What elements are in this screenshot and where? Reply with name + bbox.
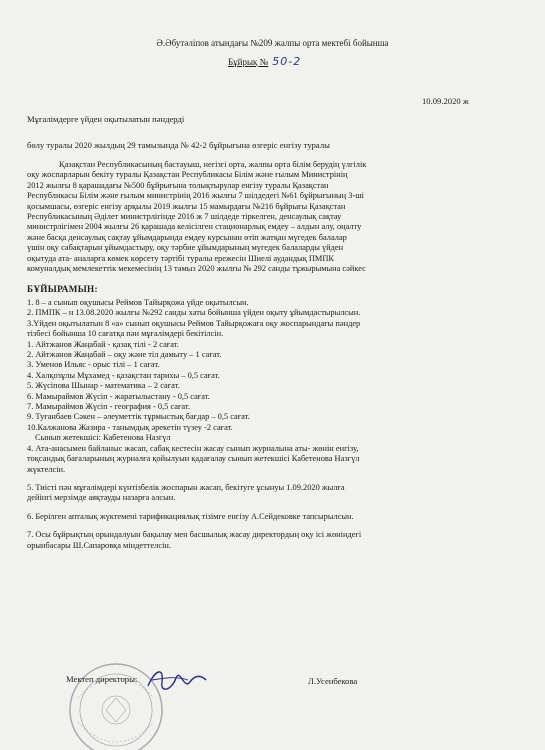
preamble-line: және басқа денсаулық сақтау ұйымдарында емдеу курсынан өтіп жатқан мүгедек балалар xyxy=(27,232,347,242)
list-item: 5. Жүсіпова Шынар - математика – 2 сағат. xyxy=(27,381,180,391)
order-label: Бұйрық № xyxy=(228,57,269,67)
preamble-line: министрлігімен 2004 жылғы 26 қарашада келісілген стационарлық емдеу – алдын алу, оңалту xyxy=(27,222,362,232)
order-heading: БҰЙЫРАМЫН: xyxy=(27,284,98,294)
list-item: дейінгі мерзімде аяқтауды назарға алсын. xyxy=(27,493,176,503)
spacer xyxy=(27,475,527,483)
list-item: орынбасары Ш.Сапаровқа міндеттелсін. xyxy=(27,540,171,550)
list-item: 3.Үйден оқытылатын 8 «а» сынып оқушысы Реймов Тайырқожаға оқу жоспарындағы пәндер xyxy=(27,318,361,328)
list-item: тізбесі бойынша 10 сағатқа пән мұғалімдері бекітілсін. xyxy=(27,329,224,339)
list-item: 4. Ата-анасымен байланыс жасап, сабақ кестесін жасау сынып журналына аты- жөнін енгізу, xyxy=(27,443,359,453)
order-date: 10.09.2020 ж xyxy=(422,96,469,106)
preamble-line: 2012 жылғы 8 қарашадағы №500 бұйрығына толықтырулар енгізу туралы Қазақстан xyxy=(27,180,329,190)
preamble-line: Республикасының Әділет министрлігінде 2016 ж 7 шілдеде тіркелген, денсаулық сақтау xyxy=(27,212,342,222)
list-item: 5. Тиісті пән мұғалімдері күнтізбелік жоспарын жасап, бекітуге ұсынуы 1.09.2020 жылға xyxy=(27,482,345,492)
preamble-line: оқу жоспарларын бекіту туралы Қазақстан Республикасы Білім және ғылым Министрінің xyxy=(27,170,348,180)
list-item: 1. Айтжанов Жаңабай - қазақ тілі - 2 сағат. xyxy=(27,339,179,349)
list-item: 7. Осы бұйрықтың орындалуын бақылау мен басшылық жасау директордың оқу ісі жөніндегі xyxy=(27,530,362,540)
order-number-line xyxy=(228,57,301,67)
order-items xyxy=(27,298,527,551)
director-name: Л.Усенбекова xyxy=(308,676,358,686)
order-number: 50-2 xyxy=(272,55,302,68)
list-item: тоқсандық бағаларының журналға қойылуын қадағалау сынып жетекшісі Кабетенова Назгүл xyxy=(27,454,360,464)
handwritten-signature xyxy=(142,660,212,700)
spacer xyxy=(27,522,527,530)
spacer xyxy=(27,504,527,512)
list-item: 2. Айтжанов Жаңабай – оқу және тіл дамыту – 1 сағат. xyxy=(27,350,222,360)
preamble xyxy=(27,160,525,274)
list-item: 6. Берілген апталық жүктемені тарификациялық тізімге енгізу А.Сейдековке тапсырылсын. xyxy=(27,511,354,521)
list-item: 6. Мамыраймов Жүсіп - жаратылыстану - 0,5 сағат. xyxy=(27,391,210,401)
list-item: 9. Туғанбаев Сәкен – әлеуметтік тұрмыстық бағдар – 0,5 сағат. xyxy=(27,412,250,422)
director-label: Мектеп директоры: xyxy=(66,674,138,684)
list-item: 1. 8 – а сынып оқушысы Реймов Тайырқожа үйде оқытылсын. xyxy=(27,298,249,307)
subject-line-1: Мұғалімдерге үйден оқытылатын пәндерді xyxy=(27,114,185,124)
preamble-line: оқытуда ата- аналарға көмек көрсету тәртібі туралы ережесін Шиелі аудандық ПМПК xyxy=(27,253,335,263)
list-item: 2. ПМПК – н 13.08.2020 жылғы №292 санды хаты бойынша үйден оқыту ұйымдастырылсын. xyxy=(27,308,361,318)
list-item: 4. Халқозұлы Мұхамед - қазақстан тарихы – 0,5 сағат. xyxy=(27,370,220,380)
preamble-line: Республикасы Білім және ғылым министрінің 2016 жылғы 7 шілдедегі №61 бұйрығының 3-ші xyxy=(27,191,365,201)
preamble-line: Қазақстан Республикасының бастауыш, негізгі орта, жалпы орта білім берудің үлгілік xyxy=(59,160,367,169)
list-item: 10.Калжанова Жазира - танымдық әрекетін түзеу -2 сағат. xyxy=(27,422,233,432)
preamble-line: үшін оқу сабақтарын ұйымдастыру, оқу тәрбие ұйымдарының мүгедек балаларды үйден xyxy=(27,243,344,253)
list-item: 3. Уменов Ильяс - орыс тілі – 1 сағат. xyxy=(27,360,160,370)
preamble-line: комуналдық мемлекеттік мекемесінің 13 тамыз 2020 жылғы № 292 санды тұжырымына сәйкес xyxy=(27,264,366,274)
preamble-line: қосымшасы, өзгеріс енгізу арқылы 2019 жылғы 15 мамырдағы №216 бұйрығы Қазақстан xyxy=(27,201,346,211)
list-item: жүктелсін. xyxy=(27,464,66,474)
subject-line-2: бөлу туралы 2020 жылдың 29 тамызында № 42-2 бұйрығына өзгеріс енгізу туралы xyxy=(27,140,330,150)
school-header: Ә.Әбутәліпов атындағы №209 жалпы орта мектебі бойынша xyxy=(156,38,389,48)
list-item: 7. Мамыраймов Жүсіп - география - 0,5 сағат. xyxy=(27,402,191,412)
list-item: Сынып жетекшісі: Кабетенова Назгүл xyxy=(35,433,171,443)
